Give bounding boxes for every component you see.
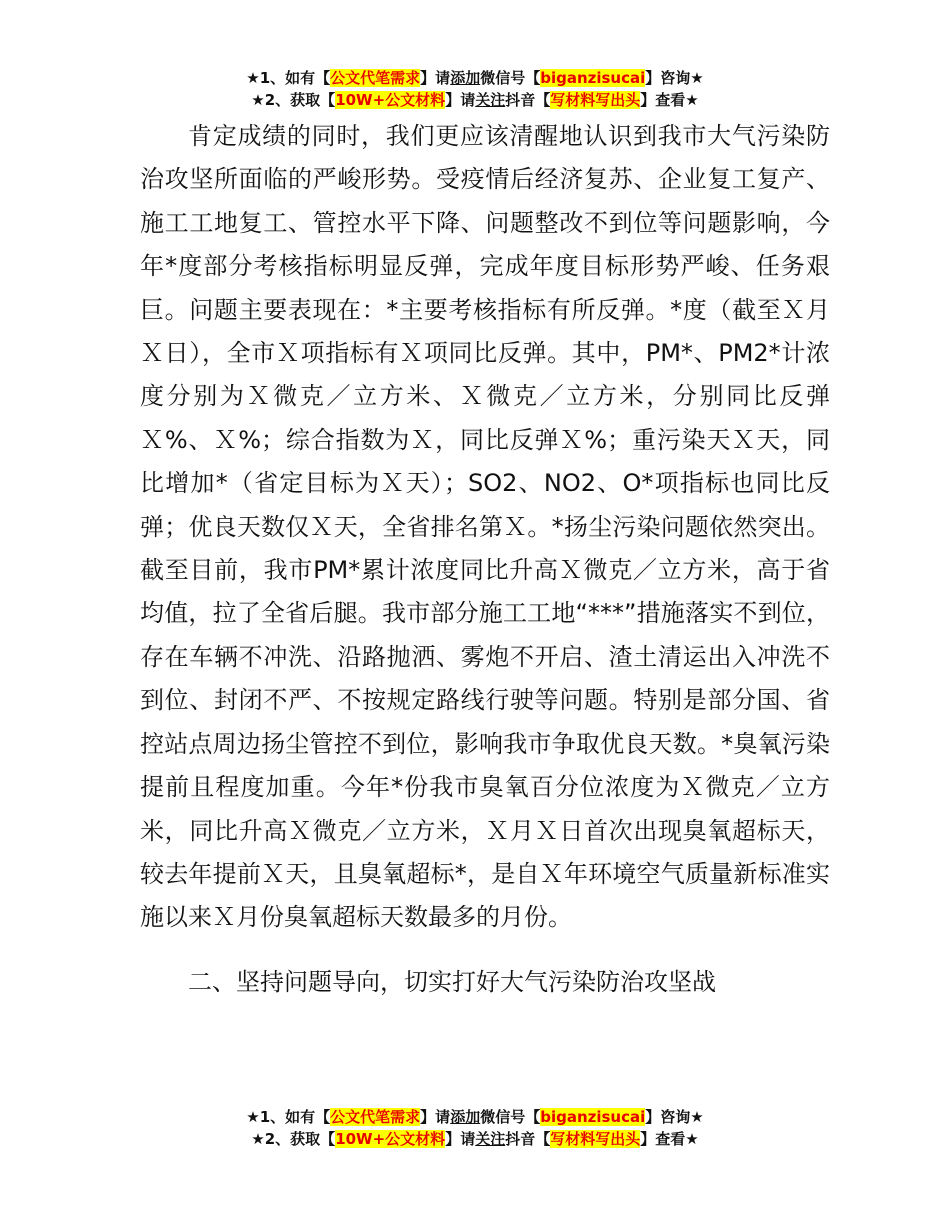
highlight-materials: 10W+公文材料 (335, 91, 446, 109)
banner-text: 】咨询★ (645, 1108, 704, 1126)
banner-text: 】查看★ (640, 1130, 699, 1148)
highlight-wechat-id: biganzisucai (540, 69, 646, 87)
highlight-wechat-id: biganzisucai (540, 1108, 646, 1126)
banner-text: 微信号【 (480, 69, 541, 87)
banner-line-1 (0, 1106, 950, 1128)
banner-text: 抖音【 (505, 91, 551, 109)
document-body (140, 115, 830, 1004)
footer-banner (0, 1106, 950, 1150)
banner-text: 】请 (420, 1108, 451, 1126)
banner-text: 】请 (445, 91, 476, 109)
banner-underlined-text: 关注 (475, 1130, 506, 1148)
banner-underlined-text: 关注 (475, 91, 506, 109)
section-heading: 二、坚持问题导向，切实打好大气污染防治攻坚战 (188, 967, 716, 996)
banner-line-1 (0, 67, 950, 89)
body-paragraph: 肯定成绩的同时，我们更应该清醒地认识到我市大气污染防治攻坚所面临的严峻形势。受疫情后经济复苏、企业复工复产、施工工地复工、管控水平下降、问题整改不到位等问题影响，今年*度部分考核指标明显反弹，完成年度目标形势严峻、任务艰巨。问题主要表现在：*主要考核指标有所反弹。*度（截至Ｘ月Ｘ日），全市Ｘ项指标有Ｘ项同比反弹。其中，PM*、PM2*计浓度分别为Ｘ微克／立方米、Ｘ微克／立方米，分别同比反弹Ｘ%、Ｘ%；综合指数为Ｘ，同比反弹Ｘ%；重污染天Ｘ天，同比增加*（省定目标为Ｘ天）；SO2、NO2、O*项指标也同比反弹；优良天数仅Ｘ天，全省排名第Ｘ。*扬尘污染问题依然突出。截至目前，我市PM*累计浓度同比升高Ｘ微克／立方米，高于省均值，拉了全省后腿。我市部分施工工地“***”措施落实不到位，存在车辆不冲洗、沿路抛洒、雾炮不开启、渣土清运出入冲洗不到位、封闭不严、不按规定路线行驶等问题。特别是部分国、省控站点周边扬尘管控不到位，影响我市争取优良天数。*臭氧污染提前且程度加重。今年*份我市臭氧百分位浓度为Ｘ微克／立方米，同比升高Ｘ微克／立方米，Ｘ月Ｘ日首次出现臭氧超标天，较去年提前Ｘ天，且臭氧超标*，是自Ｘ年环境空气质量新标准实施以来Ｘ月份臭氧超标天数最多的月份。 (140, 122, 830, 932)
banner-text: 】请 (420, 69, 451, 87)
banner-text: ★2、获取【 (251, 1130, 336, 1148)
banner-text: 】请 (445, 1130, 476, 1148)
highlight-materials: 10W+公文材料 (335, 1130, 446, 1148)
highlight-service: 公文代笔需求 (330, 1108, 421, 1126)
highlight-service: 公文代笔需求 (330, 69, 421, 87)
banner-text: 】咨询★ (645, 69, 704, 87)
banner-underlined-text: 添加 (450, 69, 481, 87)
header-banner (0, 67, 950, 111)
banner-text: 微信号【 (480, 1108, 541, 1126)
banner-line-2 (0, 89, 950, 111)
banner-text: ★2、获取【 (251, 91, 336, 109)
banner-text: 】查看★ (640, 91, 699, 109)
banner-text: ★1、如有【 (246, 69, 331, 87)
banner-text: ★1、如有【 (246, 1108, 331, 1126)
highlight-douyin-account: 写材料写出头 (550, 1130, 641, 1148)
banner-text: 抖音【 (505, 1130, 551, 1148)
highlight-douyin-account: 写材料写出头 (550, 91, 641, 109)
banner-line-2 (0, 1128, 950, 1150)
banner-underlined-text: 添加 (450, 1108, 481, 1126)
